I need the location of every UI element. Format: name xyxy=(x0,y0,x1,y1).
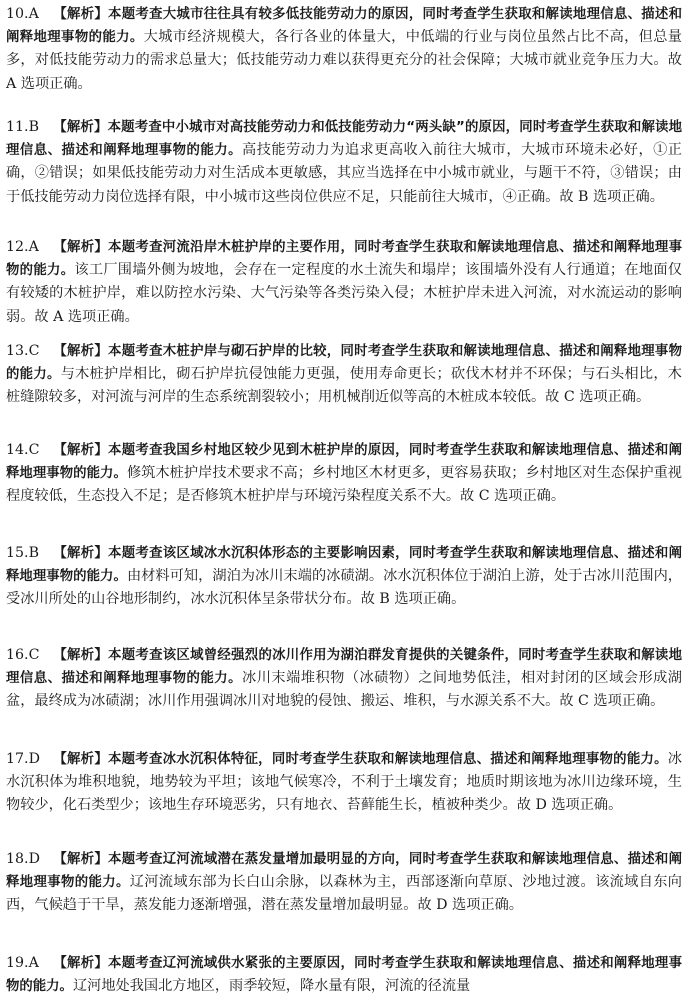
answer-letter: A xyxy=(28,955,39,971)
analysis-lead: 【解析】本题考查辽河流域供水紧张的主要原因，同时考查学生获取和解读地理信息、描述和阐释地理事物的能力。 xyxy=(6,956,682,995)
question-number: 17. xyxy=(6,751,29,767)
question-number: 12. xyxy=(6,239,29,255)
explanation-item-13 xyxy=(6,340,682,410)
analysis-lead: 【解析】本题考查中小城市对高技能劳动力和低技能劳动力“两头缺”的原因，同时考查学生获取和解读地理信息、描述和阐释地理事物的能力。 xyxy=(6,120,682,159)
answer-letter: B xyxy=(28,545,40,561)
answer-letter: D xyxy=(28,851,40,867)
explanation-item-17 xyxy=(6,748,682,818)
analysis-lead: 【解析】本题考查该区域冰水沉积体形态的主要影响因素，同时考查学生获取和解读地理信息、描述和阐释地理事物的能力。 xyxy=(6,546,682,585)
question-number: 14. xyxy=(6,442,29,458)
question-number: 11. xyxy=(6,119,29,135)
analysis-body: 由材料可知，湖泊为冰川末端的冰碛湖。冰水沉积体位于湖泊上游，处于古冰川范围内，受冰川所处的山谷地形制约，冰水沉积体呈条带状分布。故 B 选项正确。 xyxy=(6,568,682,608)
answer-letter: B xyxy=(28,119,40,135)
analysis-body: 冰川末端堆积物（冰碛物）之间地势低洼，相对封闭的区域会形成湖盆，最终成为冰碛湖；冰川作用强调冰川对地貌的侵蚀、搬运、堆积，与水源关系不大。故 C 选项正确。 xyxy=(6,670,682,710)
answer-letter: C xyxy=(28,442,40,458)
question-number: 10. xyxy=(6,6,29,22)
explanation-item-18 xyxy=(6,848,682,918)
analysis-body: 与木桩护岸相比，砌石护岸抗侵蚀能力更强，使用寿命更长；砍伐木材并不环保；与石头相比，木桩缝隙较多，对河流与河岸的生态系统割裂较小；用机械削近似等高的木桩成本较低。故 C 选项正确。 xyxy=(6,366,682,406)
answer-letter: D xyxy=(28,751,40,767)
question-number: 15. xyxy=(6,545,29,561)
explanation-item-12 xyxy=(6,236,682,329)
question-number: 18. xyxy=(6,851,29,867)
analysis-body: 冰水沉积体为堆积地貌，地势较为平坦；该地气候寒冷，不利于土壤发育；地质时期该地为冰川边缘环境，生物较少，化石类型少；该地生存环境恶劣，只有地衣、苔藓能生长，植被种类少。故 D 选项正确。 xyxy=(6,751,682,814)
explanation-item-16 xyxy=(6,644,682,714)
analysis-body: 高技能劳动力为追求更高收入前往大城市，大城市环境未必好，①正确，②错误；如果低技能劳动力对生活成本更敏感，其应当选择在中小城市就业，与题干不符，③错误；由于低技能劳动力岗位选择有限，中小城市这些岗位供应不足，只能前往大城市，④正确。故 B 选项正确。 xyxy=(6,142,682,205)
analysis-lead: 【解析】本题考查木桩护岸与砌石护岸的比较，同时考查学生获取和解读地理信息、描述和阐释地理事物的能力。 xyxy=(6,344,682,383)
analysis-lead: 【解析】本题考查大城市往往具有较多低技能劳动力的原因，同时考查学生获取和解读地理信息、描述和阐释地理事物的能力。 xyxy=(6,7,682,46)
analysis-body: 辽河流域东部为长白山余脉，以森林为主，西部逐渐向草原、沙地过渡。该流域自东向西，气候趋于干旱，蒸发能力逐渐增强，潜在蒸发量增加最明显。故 D 选项正确。 xyxy=(6,874,682,914)
analysis-lead: 【解析】本题考查我国乡村地区较少见到木桩护岸的原因，同时考查学生获取和解读地理信息、描述和阐释地理事物的能力。 xyxy=(6,443,682,482)
answer-letter: A xyxy=(28,6,39,22)
explanation-item-10 xyxy=(6,3,682,96)
question-number: 19. xyxy=(6,955,29,971)
analysis-body: 辽河地处我国北方地区，雨季较短，降水量有限，河流的径流量 xyxy=(72,978,471,995)
analysis-body: 该工厂围墙外侧为坡地，会存在一定程度的水土流失和塌岸；该围墙外没有人行通道；在地面仅有较矮的木桩护岸，难以防控水污染、大气污染等各类污染入侵；木桩护岸未进入河流，对水流运动的影响弱。故 A 选项正确。 xyxy=(6,262,682,325)
question-number: 13. xyxy=(6,343,29,359)
analysis-lead: 【解析】本题考查辽河流域潜在蒸发量增加最明显的方向，同时考查学生获取和解读地理信息、描述和阐释地理事物的能力。 xyxy=(6,852,682,891)
analysis-lead: 【解析】本题考查冰水沉积体特征，同时考查学生获取和解读地理信息、描述和阐释地理事物的能力。 xyxy=(53,752,668,767)
analysis-lead: 【解析】本题考查河流沿岸木桩护岸的主要作用，同时考查学生获取和解读地理信息、描述和阐释地理事物的能力。 xyxy=(6,240,682,279)
explanation-item-15 xyxy=(6,542,682,612)
analysis-lead: 【解析】本题考查该区域曾经强烈的冰川作用为湖泊群发育提供的关键条件，同时考查学生获取和解读地理信息、描述和阐释地理事物的能力。 xyxy=(6,648,682,687)
answer-letter: C xyxy=(28,343,40,359)
explanation-item-11 xyxy=(6,116,682,209)
explanation-item-14 xyxy=(6,439,682,509)
answer-letter: C xyxy=(28,647,40,663)
analysis-body: 修筑木桩护岸技术要求不高；乡村地区木材更多，更容易获取；乡村地区对生态保护重视程度较低，生态投入不足；是否修筑木桩护岸与环境污染程度关系不大。故 C 选项正确。 xyxy=(6,465,682,505)
question-number: 16. xyxy=(6,647,29,663)
analysis-body: 大城市经济规模大，各行各业的体量大，中低端的行业与岗位虽然占比不高，但总量多，对低技能劳动力的需求总量大；低技能劳动力难以获得更充分的社会保障；大城市就业竞争压力大。故 A 选项正确。 xyxy=(6,29,682,92)
answer-letter: A xyxy=(28,239,39,255)
explanation-item-19 xyxy=(6,952,682,998)
